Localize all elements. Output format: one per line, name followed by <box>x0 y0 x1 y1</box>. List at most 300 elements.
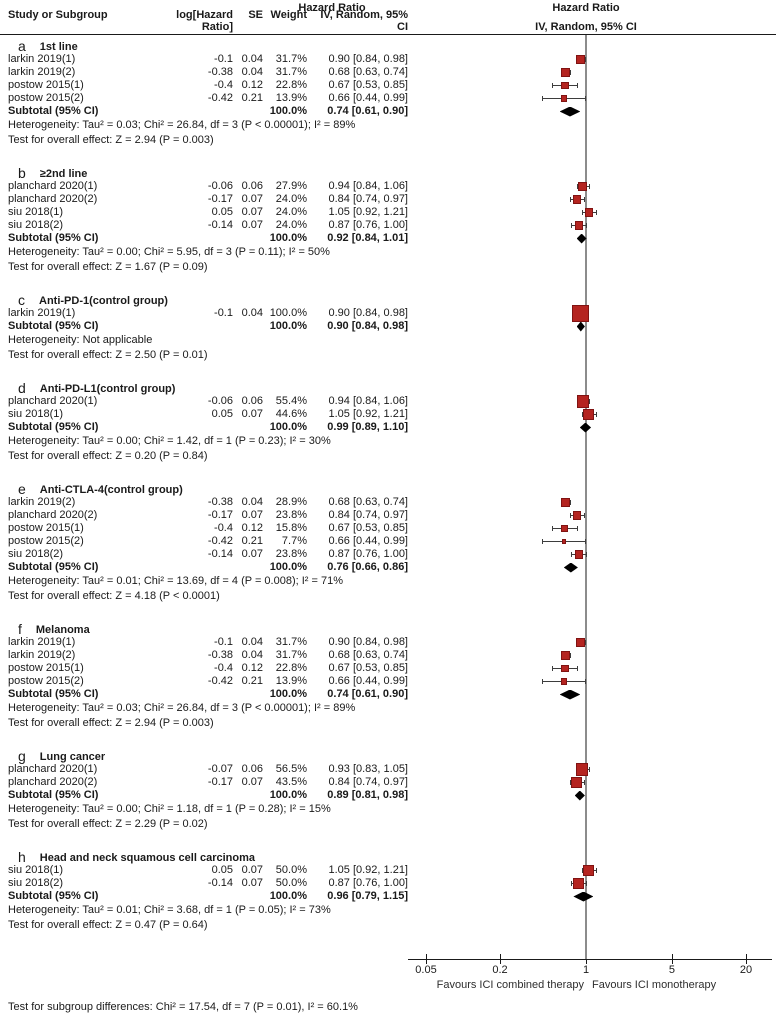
section-b <box>0 162 776 275</box>
study-name: larkin 2019(2) <box>8 66 76 78</box>
study-row <box>0 522 776 535</box>
study-row <box>0 662 776 675</box>
study-row <box>0 535 776 548</box>
heterogeneity-line <box>0 802 776 817</box>
axis-tick-label: 0.05 <box>415 964 437 976</box>
section-title: Melanoma <box>35 624 90 636</box>
study-plot-cell <box>408 864 776 877</box>
log-hazard-ratio-value: -0.14 <box>207 877 233 889</box>
ci-cap <box>577 83 578 88</box>
section-letter: e <box>18 481 26 497</box>
study-row <box>0 649 776 662</box>
subtotal-label: Subtotal (95% CI) <box>8 688 99 700</box>
log-hazard-ratio-value: -0.42 <box>207 92 233 104</box>
heterogeneity-text: Heterogeneity: Tau² = 0.00; Chi² = 1.18, df = 1 (P = 0.28); I² = 15% <box>8 803 331 815</box>
ci-text: 0.84 [0.74, 0.97] <box>328 776 408 788</box>
weight-value: 31.7% <box>275 649 307 661</box>
ci-text: 0.68 [0.63, 0.74] <box>328 66 408 78</box>
study-plot-cell <box>408 877 776 890</box>
subtotal-label: Subtotal (95% CI) <box>8 320 99 332</box>
weight-value: 50.0% <box>275 877 307 889</box>
study-name: postow 2015(2) <box>8 92 84 104</box>
heterogeneity-text: Heterogeneity: Not applicable <box>8 334 153 346</box>
ci-cap <box>577 666 578 671</box>
study-plot-cell <box>408 53 776 66</box>
subtotal-label: Subtotal (95% CI) <box>8 105 99 117</box>
study-name: siu 2018(2) <box>8 548 64 560</box>
se-value: 0.07 <box>241 206 263 218</box>
weight-value: 56.5% <box>275 763 307 775</box>
study-name: postow 2015(2) <box>8 535 84 547</box>
ci-text: 0.66 [0.44, 0.99] <box>328 92 408 104</box>
study-row <box>0 79 776 92</box>
axis-tick-label: 1 <box>582 964 590 976</box>
col-iv-random-ci: IV, Random, 95% CI <box>320 9 408 33</box>
study-name: postow 2015(1) <box>8 79 84 91</box>
ci-cap <box>589 184 590 189</box>
heterogeneity-line <box>0 434 776 449</box>
study-row <box>0 509 776 522</box>
log-hazard-ratio-value: -0.1 <box>214 307 233 319</box>
study-row <box>0 180 776 193</box>
section-title: 1st line <box>39 41 78 53</box>
heterogeneity-text: Heterogeneity: Tau² = 0.01; Chi² = 13.69, df = 4 (P = 0.008); I² = 71% <box>8 575 343 587</box>
section-letter: h <box>18 849 26 865</box>
ci-cap <box>542 539 543 544</box>
overall-effect-line <box>0 589 776 604</box>
study-row <box>0 864 776 877</box>
effect-square <box>561 651 570 660</box>
heterogeneity-line <box>0 118 776 133</box>
se-value: 0.07 <box>241 776 263 788</box>
log-hazard-ratio-value: -0.38 <box>207 649 233 661</box>
effect-square <box>576 763 588 775</box>
col-log-hazard-ratio: log[Hazard Ratio] <box>176 9 233 33</box>
log-hazard-ratio-value: -0.4 <box>214 662 233 674</box>
section-title: Lung cancer <box>39 751 106 763</box>
log-hazard-ratio-value: 0.05 <box>211 408 233 420</box>
effect-square <box>561 82 569 90</box>
effect-square <box>571 777 582 788</box>
weight-value: 31.7% <box>275 636 307 648</box>
study-row <box>0 219 776 232</box>
section-f <box>0 618 776 731</box>
axis-tick-label: 5 <box>668 964 676 976</box>
study-plot-cell <box>408 193 776 206</box>
heterogeneity-line <box>0 574 776 589</box>
se-value: 0.04 <box>241 66 263 78</box>
effect-square <box>572 305 589 322</box>
subtotal-plot-cell <box>408 421 776 434</box>
subtotal-weight: 100.0% <box>269 789 307 801</box>
log-hazard-ratio-value: -0.06 <box>207 180 233 192</box>
heterogeneity-text: Heterogeneity: Tau² = 0.00; Chi² = 5.95, df = 3 (P = 0.11); I² = 50% <box>8 246 330 258</box>
ci-cap <box>552 666 553 671</box>
study-plot-cell <box>408 92 776 105</box>
ci-cap <box>542 96 543 101</box>
blank <box>165 105 233 118</box>
effect-square <box>576 638 585 647</box>
log-hazard-ratio-value: -0.17 <box>207 509 233 521</box>
ci-text: 0.90 [0.84, 0.98] <box>328 307 408 319</box>
study-row <box>0 193 776 206</box>
ci-cap <box>570 500 571 505</box>
ci-text: 0.87 [0.76, 1.00] <box>328 219 408 231</box>
study-plot-cell <box>408 509 776 522</box>
ci-cap <box>586 881 587 886</box>
study-name: planchard 2020(2) <box>8 776 98 788</box>
study-plot-cell <box>408 206 776 219</box>
overall-effect-line <box>0 716 776 731</box>
blank <box>165 421 233 434</box>
study-plot-cell <box>408 548 776 561</box>
section-title: Anti-PD-1(control group) <box>39 295 168 307</box>
study-name: larkin 2019(1) <box>8 307 76 319</box>
blank <box>233 421 263 434</box>
subtotal-row <box>0 890 776 903</box>
subtotal-ci-text: 0.99 [0.89, 1.10] <box>327 421 408 433</box>
study-name: postow 2015(1) <box>8 662 84 674</box>
subtotal-row <box>0 688 776 701</box>
study-plot-cell <box>408 763 776 776</box>
effect-square <box>573 511 581 519</box>
ci-text: 0.87 [0.76, 1.00] <box>328 877 408 889</box>
weight-value: 44.6% <box>275 408 307 420</box>
weight-value: 43.5% <box>275 776 307 788</box>
blank <box>233 688 263 701</box>
subtotal-row <box>0 421 776 434</box>
subtotal-plot-cell <box>408 320 776 333</box>
ci-text: 0.66 [0.44, 0.99] <box>328 535 408 547</box>
weight-value: 100.0% <box>269 307 307 319</box>
se-value: 0.07 <box>241 864 263 876</box>
subtotal-weight: 100.0% <box>269 421 307 433</box>
ci-cap <box>596 868 597 873</box>
se-value: 0.04 <box>241 496 263 508</box>
subtotal-plot-cell <box>408 561 776 574</box>
se-value: 0.07 <box>241 219 263 231</box>
col-se: SE <box>248 9 263 21</box>
subtotal-plot-cell <box>408 688 776 701</box>
overall-effect-line <box>0 348 776 363</box>
plot-subtitle-iv-random-ci: IV, Random, 95% CI <box>535 21 637 33</box>
section-header <box>0 377 776 395</box>
effect-square <box>561 665 569 673</box>
weight-value: 23.8% <box>275 509 307 521</box>
study-name: siu 2018(2) <box>8 219 64 231</box>
study-name: postow 2015(2) <box>8 675 84 687</box>
study-plot-cell <box>408 395 776 408</box>
subtotal-label: Subtotal (95% CI) <box>8 789 99 801</box>
effect-square <box>575 550 583 558</box>
subtotal-diamond <box>560 107 581 117</box>
section-e <box>0 478 776 604</box>
study-plot-cell <box>408 649 776 662</box>
heterogeneity-text: Heterogeneity: Tau² = 0.01; Chi² = 3.68, df = 1 (P = 0.05); I² = 73% <box>8 904 331 916</box>
study-row <box>0 307 776 320</box>
subtotal-ci-text: 0.74 [0.61, 0.90] <box>327 688 408 700</box>
effect-square <box>575 221 583 229</box>
table-header <box>0 0 776 35</box>
blank <box>233 890 263 903</box>
log-hazard-ratio-value: -0.4 <box>214 522 233 534</box>
axis-line <box>408 959 772 960</box>
ci-cap <box>596 412 597 417</box>
subtotal-diamond <box>573 892 593 902</box>
section-h <box>0 846 776 933</box>
ci-text: 0.94 [0.84, 1.06] <box>328 180 408 192</box>
se-value: 0.06 <box>241 180 263 192</box>
subtotal-diamond <box>560 690 581 700</box>
weight-value: 22.8% <box>275 662 307 674</box>
heterogeneity-text: Heterogeneity: Tau² = 0.03; Chi² = 26.84, df = 3 (P < 0.00001); I² = 89% <box>8 119 356 131</box>
subtotal-plot-cell <box>408 105 776 118</box>
study-name: larkin 2019(1) <box>8 53 76 65</box>
favours-right-label: Favours ICI monotherapy <box>592 979 717 991</box>
section-title: Anti-CTLA-4(control group) <box>39 484 183 496</box>
ci-cap <box>596 210 597 215</box>
se-value: 0.07 <box>241 548 263 560</box>
study-name: planchard 2020(1) <box>8 763 98 775</box>
subtotal-weight: 100.0% <box>269 232 307 244</box>
section-header <box>0 618 776 636</box>
study-name: planchard 2020(1) <box>8 395 98 407</box>
section-g <box>0 745 776 832</box>
study-row <box>0 548 776 561</box>
weight-value: 27.9% <box>275 180 307 192</box>
study-name: larkin 2019(2) <box>8 496 76 508</box>
overall-effect-text: Test for overall effect: Z = 2.94 (P = 0.003) <box>8 717 214 729</box>
log-hazard-ratio-value: -0.07 <box>207 763 233 775</box>
ci-cap <box>570 513 571 518</box>
favours-left-label: Favours ICI combined therapy <box>436 979 584 991</box>
se-value: 0.21 <box>241 92 263 104</box>
heterogeneity-text: Heterogeneity: Tau² = 0.03; Chi² = 26.84, df = 3 (P < 0.00001); I² = 89% <box>8 702 356 714</box>
section-a <box>0 35 776 148</box>
section-header <box>0 162 776 180</box>
ci-cap <box>585 57 586 62</box>
weight-value: 31.7% <box>275 66 307 78</box>
study-plot-cell <box>408 307 776 320</box>
subtotal-diamond <box>575 791 585 801</box>
study-row <box>0 408 776 421</box>
study-row <box>0 92 776 105</box>
study-name: postow 2015(1) <box>8 522 84 534</box>
heterogeneity-line <box>0 333 776 348</box>
subtotal-plot-cell <box>408 232 776 245</box>
ci-cap <box>552 83 553 88</box>
blank <box>165 320 233 333</box>
subtotal-diamond <box>580 423 591 433</box>
subtotal-ci-text: 0.76 [0.66, 0.86] <box>327 561 408 573</box>
forest-sections <box>0 35 776 933</box>
se-value: 0.12 <box>241 522 263 534</box>
ci-text: 0.66 [0.44, 0.99] <box>328 675 408 687</box>
study-plot-cell <box>408 408 776 421</box>
subtotal-row <box>0 561 776 574</box>
effect-square <box>561 498 570 507</box>
log-hazard-ratio-value: -0.1 <box>214 636 233 648</box>
ci-text: 0.68 [0.63, 0.74] <box>328 496 408 508</box>
heterogeneity-line <box>0 701 776 716</box>
ci-text: 0.87 [0.76, 1.00] <box>328 548 408 560</box>
x-axis <box>408 947 776 995</box>
study-name: siu 2018(1) <box>8 206 64 218</box>
weight-value: 24.0% <box>275 206 307 218</box>
section-title: ≥2nd line <box>39 168 88 180</box>
heterogeneity-line <box>0 903 776 918</box>
section-d <box>0 377 776 464</box>
overall-effect-text: Test for overall effect: Z = 0.20 (P = 0.84) <box>8 450 208 462</box>
ci-cap <box>571 223 572 228</box>
study-row <box>0 496 776 509</box>
study-row <box>0 877 776 890</box>
effect-square <box>583 865 595 877</box>
log-hazard-ratio-value: -0.1 <box>214 53 233 65</box>
overall-effect-line <box>0 817 776 832</box>
overall-effect-text: Test for overall effect: Z = 2.50 (P = 0.01) <box>8 349 208 361</box>
blank <box>165 232 233 245</box>
blank <box>233 320 263 333</box>
section-header <box>0 35 776 53</box>
ci-cap <box>586 552 587 557</box>
section-c <box>0 289 776 363</box>
se-value: 0.12 <box>241 662 263 674</box>
se-value: 0.06 <box>241 763 263 775</box>
section-title: Anti-PD-L1(control group) <box>39 383 176 395</box>
col-study-or-subgroup: Study or Subgroup <box>8 9 108 21</box>
section-header <box>0 846 776 864</box>
weight-value: 13.9% <box>275 92 307 104</box>
effect-square <box>573 878 585 890</box>
se-value: 0.07 <box>241 877 263 889</box>
subtotal-label: Subtotal (95% CI) <box>8 561 99 573</box>
log-hazard-ratio-value: -0.42 <box>207 675 233 687</box>
subtotal-weight: 100.0% <box>269 561 307 573</box>
ci-cap <box>584 780 585 785</box>
effect-square <box>577 395 589 407</box>
subtotal-plot-cell <box>408 890 776 903</box>
hazard-ratio-column-title: Hazard Ratio <box>298 2 366 14</box>
se-value: 0.21 <box>241 675 263 687</box>
axis-tick-label: 20 <box>739 964 753 976</box>
overall-effect-line <box>0 918 776 933</box>
ci-cap <box>589 399 590 404</box>
ci-text: 0.68 [0.63, 0.74] <box>328 649 408 661</box>
effect-square <box>583 409 594 420</box>
weight-value: 50.0% <box>275 864 307 876</box>
blank <box>165 890 233 903</box>
effect-square <box>561 68 570 77</box>
ci-cap <box>570 653 571 658</box>
log-hazard-ratio-value: -0.17 <box>207 193 233 205</box>
subtotal-row <box>0 105 776 118</box>
ci-cap <box>571 552 572 557</box>
study-row <box>0 675 776 688</box>
effect-square <box>561 525 568 532</box>
blank <box>233 789 263 802</box>
ci-text: 1.05 [0.92, 1.21] <box>328 864 408 876</box>
axis-tick <box>672 954 673 964</box>
ci-text: 0.84 [0.74, 0.97] <box>328 509 408 521</box>
ci-cap <box>542 679 543 684</box>
se-value: 0.06 <box>241 395 263 407</box>
axis-tick <box>500 954 501 964</box>
overall-effect-text: Test for overall effect: Z = 2.29 (P = 0.02) <box>8 818 208 830</box>
se-value: 0.07 <box>241 408 263 420</box>
log-hazard-ratio-value: -0.4 <box>214 79 233 91</box>
study-row <box>0 395 776 408</box>
effect-square <box>561 95 567 101</box>
ci-text: 0.67 [0.53, 0.85] <box>328 662 408 674</box>
overall-effect-line <box>0 449 776 464</box>
study-plot-cell <box>408 636 776 649</box>
subgroup-differences-text: Test for subgroup differences: Chi² = 17.54, df = 7 (P = 0.01), I² = 60.1% <box>8 1001 358 1013</box>
study-plot-cell <box>408 66 776 79</box>
overall-effect-text: Test for overall effect: Z = 4.18 (P < 0.0001) <box>8 590 220 602</box>
ci-text: 0.67 [0.53, 0.85] <box>328 79 408 91</box>
subtotal-weight: 100.0% <box>269 320 307 332</box>
ci-cap <box>577 526 578 531</box>
log-hazard-ratio-value: 0.05 <box>211 206 233 218</box>
study-row <box>0 66 776 79</box>
ci-cap <box>584 197 585 202</box>
subtotal-weight: 100.0% <box>269 890 307 902</box>
overall-effect-text: Test for overall effect: Z = 0.47 (P = 0.64) <box>8 919 208 931</box>
weight-value: 24.0% <box>275 219 307 231</box>
axis-tick <box>426 954 427 964</box>
ci-cap <box>582 210 583 215</box>
weight-value: 7.7% <box>281 535 307 547</box>
ci-cap <box>585 640 586 645</box>
section-header <box>0 289 776 307</box>
col-weight: Weight <box>270 9 307 21</box>
ci-cap <box>585 539 586 544</box>
subtotal-plot-cell <box>408 789 776 802</box>
se-value: 0.07 <box>241 509 263 521</box>
overall-effect-text: Test for overall effect: Z = 2.94 (P = 0.003) <box>8 134 214 146</box>
weight-value: 23.8% <box>275 548 307 560</box>
study-plot-cell <box>408 79 776 92</box>
study-name: siu 2018(1) <box>8 864 64 876</box>
heterogeneity-line <box>0 245 776 260</box>
effect-square <box>578 182 587 191</box>
ci-cap <box>585 96 586 101</box>
se-value: 0.04 <box>241 307 263 319</box>
subtotal-label: Subtotal (95% CI) <box>8 421 99 433</box>
study-plot-cell <box>408 776 776 789</box>
heterogeneity-text: Heterogeneity: Tau² = 0.00; Chi² = 1.42, df = 1 (P = 0.23); I² = 30% <box>8 435 331 447</box>
section-title: Head and neck squamous cell carcinoma <box>39 852 255 864</box>
study-name: siu 2018(2) <box>8 877 64 889</box>
study-row <box>0 206 776 219</box>
log-hazard-ratio-value: -0.14 <box>207 219 233 231</box>
section-header <box>0 745 776 763</box>
blank <box>165 561 233 574</box>
weight-value: 22.8% <box>275 79 307 91</box>
subtotal-weight: 100.0% <box>269 688 307 700</box>
ci-cap <box>589 767 590 772</box>
subtotal-row <box>0 320 776 333</box>
study-name: siu 2018(1) <box>8 408 64 420</box>
weight-value: 13.9% <box>275 675 307 687</box>
study-name: planchard 2020(2) <box>8 509 98 521</box>
effect-square <box>561 678 567 684</box>
ci-cap <box>552 526 553 531</box>
subtotal-label: Subtotal (95% CI) <box>8 890 99 902</box>
ci-text: 0.84 [0.74, 0.97] <box>328 193 408 205</box>
axis-tick <box>746 954 747 964</box>
